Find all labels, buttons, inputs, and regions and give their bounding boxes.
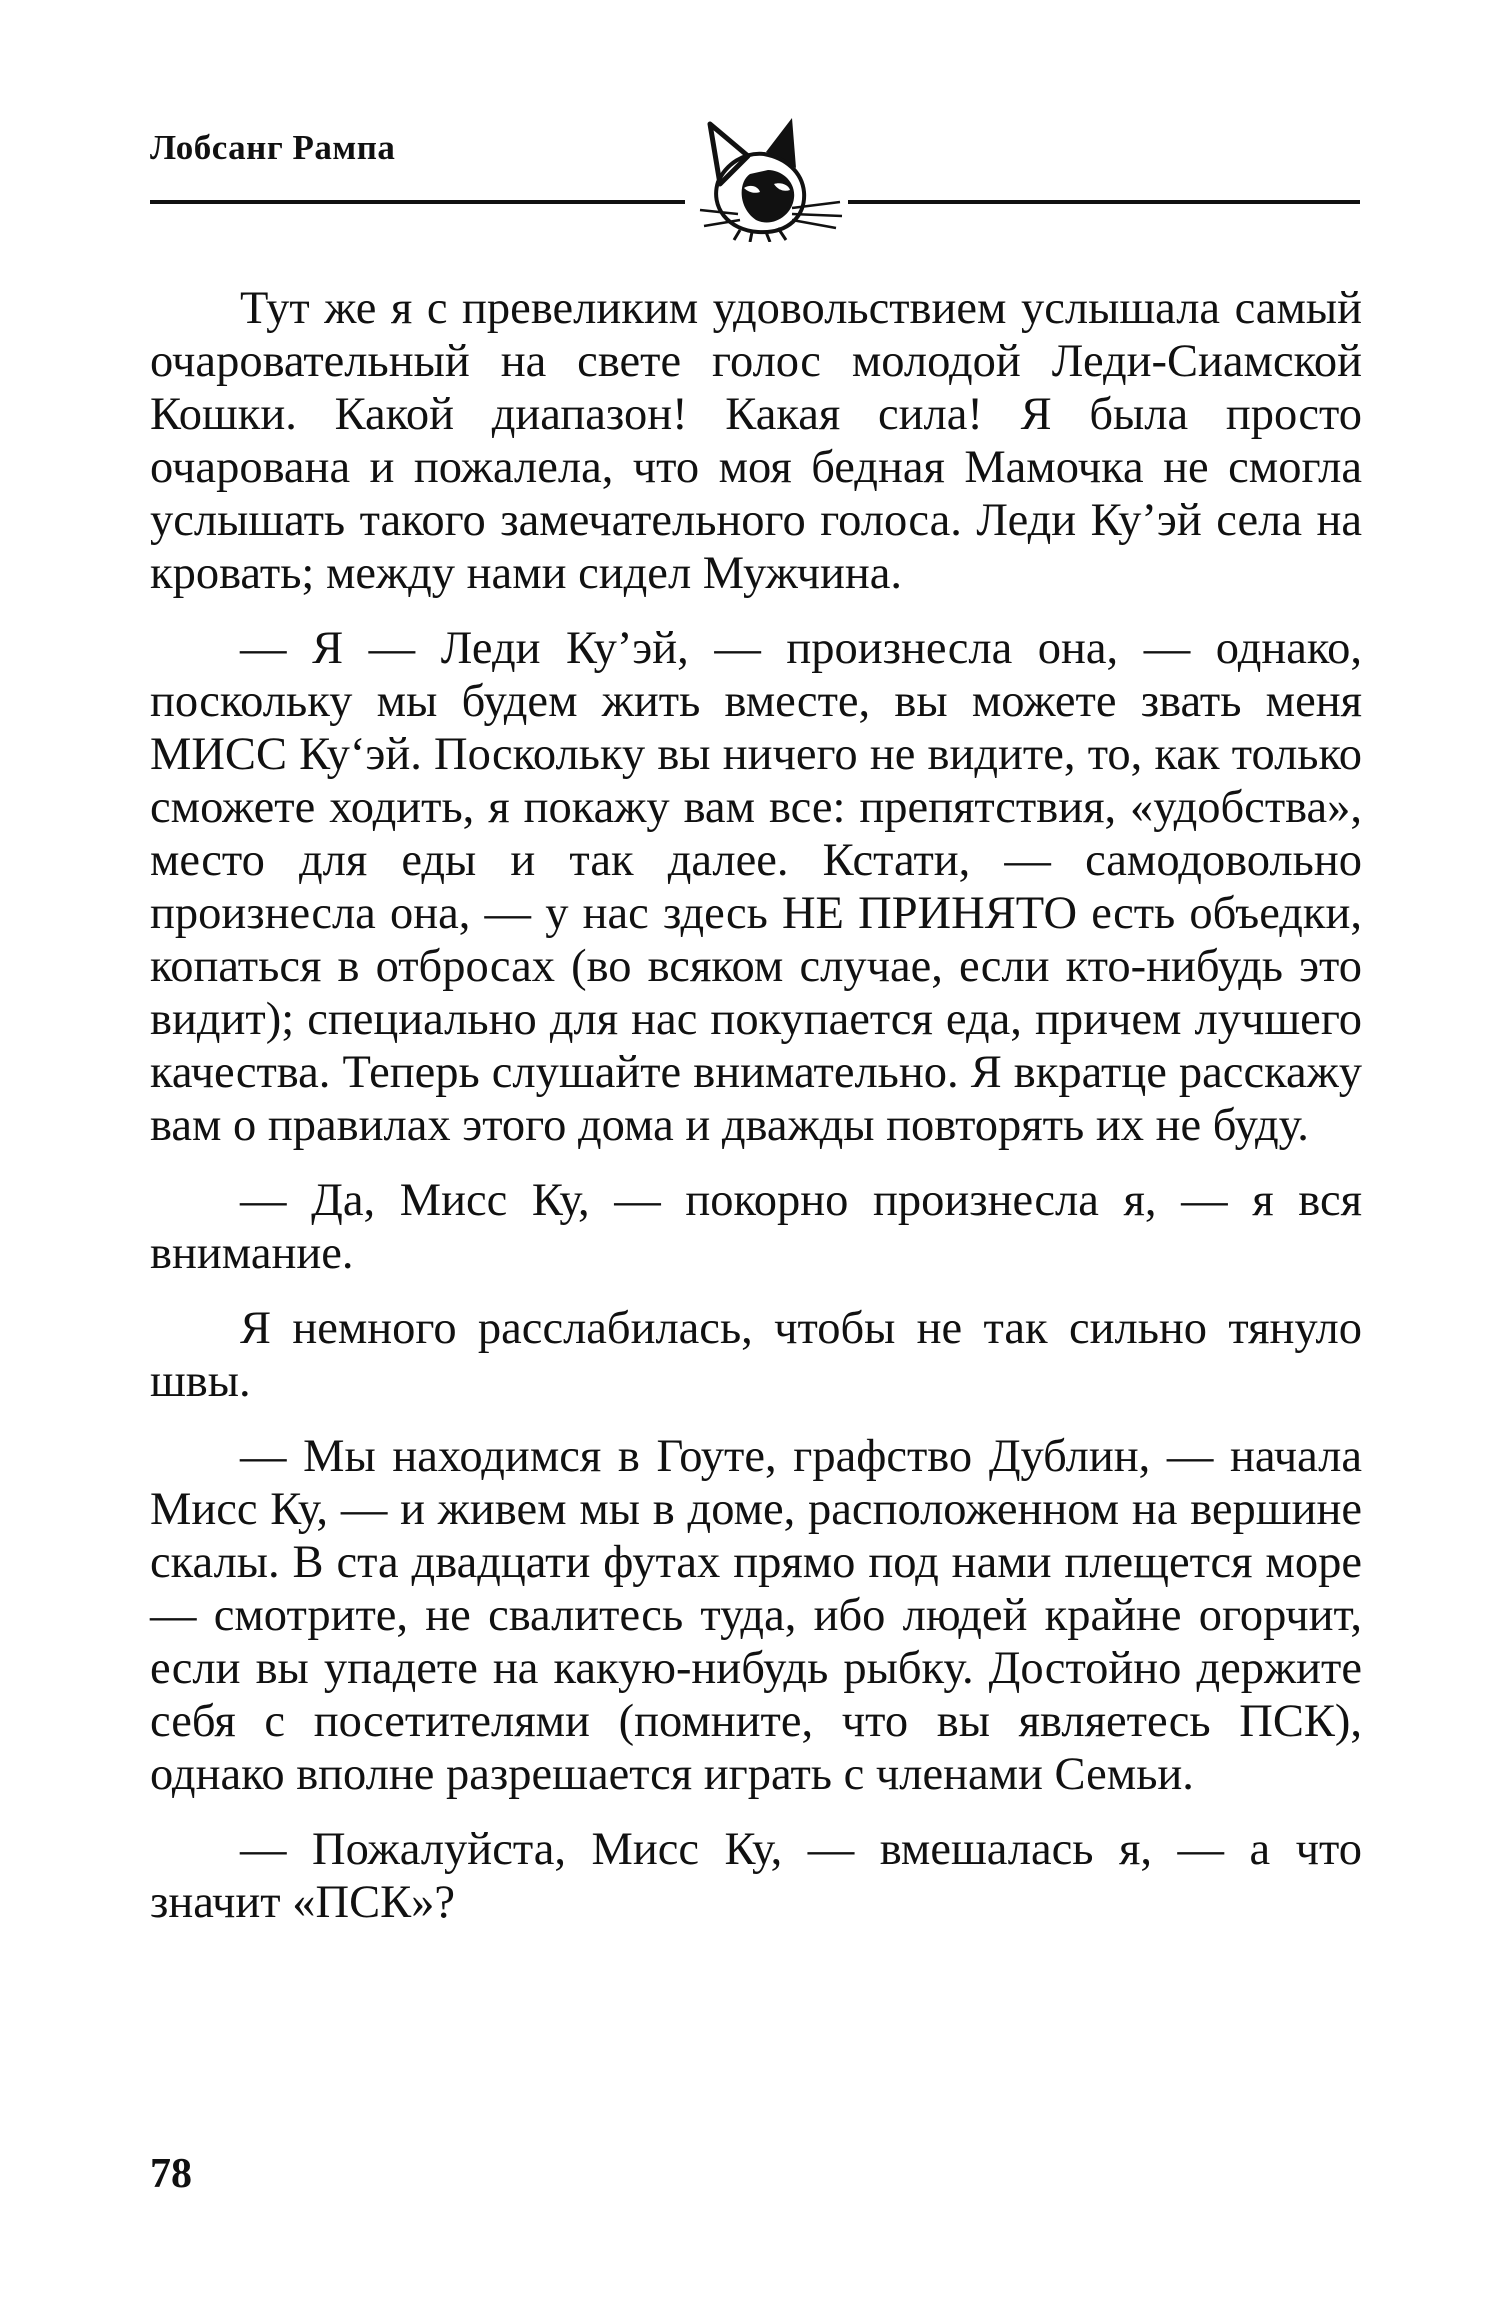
header-rule-left <box>150 200 685 204</box>
chapter-text <box>150 282 1362 1951</box>
paragraph: Тут же я с превеликим удовольствием услышала самый очаровательный на свете голос молодой Леди-Сиамской Кошки. Какой диапазон! Какая сила! Я была просто очарована и пожалела, что моя бедная Мамочка не смогла услышать такого замечательного голоса. Леди Ку’эй села на кровать; между нами сидел Мужчина. <box>150 283 1362 599</box>
paragraph: — Я — Леди Ку’эй, — произнесла она, — однако, поскольку мы будем жить вместе, вы можете звать меня МИСС Ку‘эй. Поскольку вы ничего не видите, то, как только сможете ходить, я покажу вам все: препятствия, «удобства», место для еды и так далее. Кстати, — самодовольно произнесла она, — у нас здесь НЕ ПРИНЯТО есть объедки, копаться в отбросах (во всяком случае, если кто-нибудь это видит); специально для нас покупается еда, причем лучшего качества. Теперь слушайте внимательно. Я вкратце расскажу вам о правилах этого дома и дважды повторять их не буду. <box>150 623 1362 1151</box>
paragraph: — Мы находимся в Гоуте, графство Дублин, — начала Мисс Ку, — и живем мы в доме, расположенном на вершине скалы. В ста двадцати футах прямо под нами плещется море — смотрите, не свалитесь туда, ибо людей крайне огорчит, если вы упадете на какую-нибудь рыбку. Достойно держите себя с посетителями (помните, что вы являетесь ПСК), однако вполне разрешается играть с членами Семьи. <box>150 1431 1362 1800</box>
paragraph: — Пожалуйста, Мисс Ку, — вмешалась я, — а что значит «ПСК»? <box>150 1824 1362 1928</box>
running-title: Лобсанг Рампа <box>150 128 396 167</box>
siamese-cat-head-icon <box>680 112 850 242</box>
page-number: 78 <box>150 2151 192 2197</box>
paragraph: — Да, Мисс Ку, — покорно произнесла я, — я вся внимание. <box>150 1175 1362 1279</box>
header-rule-right <box>848 200 1360 204</box>
paragraph: Я немного расслабилась, чтобы не так сильно тянуло швы. <box>150 1303 1362 1407</box>
